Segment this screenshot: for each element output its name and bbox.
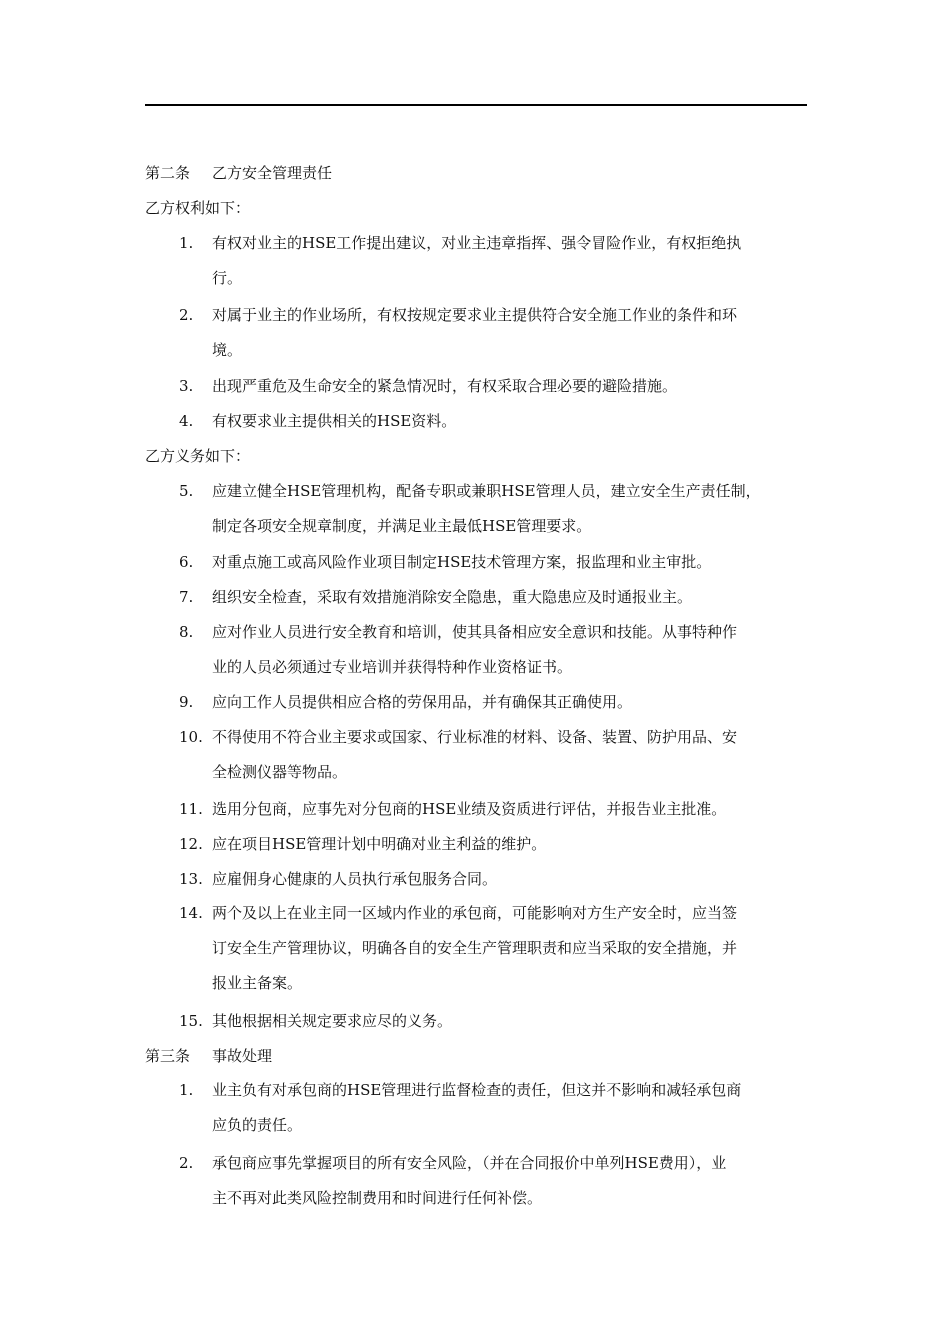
section-3-title: 事故处理 [212, 1047, 273, 1065]
item-number: 12. [179, 835, 203, 853]
item-text: 制定各项安全规章制度，并满足业主最低HSE管理要求。 [212, 517, 592, 535]
item-text: 对属于业主的作业场所，有权按规定要求业主提供符合安全施工作业的条件和环 [212, 306, 738, 324]
item-text: 业的人员必须通过专业培训并获得特种作业资格证书。 [212, 658, 573, 676]
item-text: 对重点施工或高风险作业项目制定HSE技术管理方案，报监理和业主审批。 [212, 553, 712, 571]
item-number: 15. [179, 1012, 203, 1030]
item-number: 2. [179, 306, 194, 324]
header-rule [145, 104, 807, 106]
item-text: 组织安全检查，采取有效措施消除安全隐患，重大隐患应及时通报业主。 [212, 588, 693, 606]
item-text: 有权要求业主提供相关的HSE资料。 [212, 412, 457, 430]
item-text: 承包商应事先掌握项目的所有安全风险，（并在合同报价中单列HSE费用），业 [212, 1154, 727, 1172]
item-number: 7. [179, 588, 194, 606]
section-3-heading [145, 1046, 272, 1066]
rights-label: 乙方权利如下： [145, 199, 251, 217]
item-text: 不得使用不符合业主要求或国家、行业标准的材料、设备、装置、防护用品、安 [212, 728, 738, 746]
item-number: 11. [179, 800, 203, 818]
item-text: 两个及以上在业主同一区域内作业的承包商，可能影响对方生产安全时，应当签 [212, 904, 738, 922]
item-text: 业主负有对承包商的HSE管理进行监督检查的责任，但这并不影响和减轻承包商 [212, 1081, 742, 1099]
item-text: 应雇佣身心健康的人员执行承包服务合同。 [212, 870, 498, 888]
item-text: 应负的责任。 [212, 1116, 303, 1134]
item-number: 10. [179, 728, 203, 746]
item-number: 14. [179, 904, 203, 922]
section-2-number: 第二条 [145, 164, 191, 182]
item-text: 境。 [212, 341, 243, 359]
item-text: 其他根据相关规定要求应尽的义务。 [212, 1012, 453, 1030]
section-3-number: 第三条 [145, 1047, 191, 1065]
item-number: 4. [179, 412, 194, 430]
item-text: 全检测仪器等物品。 [212, 763, 348, 781]
item-text: 行。 [212, 269, 243, 287]
item-number: 2. [179, 1154, 194, 1172]
item-text: 应向工作人员提供相应合格的劳保用品，并有确保其正确使用。 [212, 693, 633, 711]
section-2-heading [145, 163, 332, 183]
item-text: 应在项目HSE管理计划中明确对业主利益的维护。 [212, 835, 547, 853]
item-number: 6. [179, 553, 194, 571]
item-number: 3. [179, 377, 194, 395]
item-text: 有权对业主的HSE工作提出建议，对业主违章指挥、强令冒险作业，有权拒绝执 [212, 234, 742, 252]
item-text: 主不再对此类风险控制费用和时间进行任何补偿。 [212, 1189, 543, 1207]
item-text: 应建立健全HSE管理机构，配备专职或兼职HSE管理人员，建立安全生产责任制， [212, 482, 761, 500]
item-number: 9. [179, 693, 194, 711]
item-text: 应对作业人员进行安全教育和培训，使其具备相应安全意识和技能。从事特种作 [212, 623, 738, 641]
item-number: 5. [179, 482, 194, 500]
item-text: 选用分包商，应事先对分包商的HSE业绩及资质进行评估，并报告业主批准。 [212, 800, 727, 818]
item-number: 1. [179, 1081, 194, 1099]
item-text: 报业主备案。 [212, 974, 303, 992]
item-number: 13. [179, 870, 203, 888]
item-number: 1. [179, 234, 194, 252]
section-2-title: 乙方安全管理责任 [212, 164, 333, 182]
item-number: 8. [179, 623, 194, 641]
item-text: 订安全生产管理协议，明确各自的安全生产管理职责和应当采取的安全措施，并 [212, 939, 738, 957]
item-text: 出现严重危及生命安全的紧急情况时，有权采取合理必要的避险措施。 [212, 377, 678, 395]
duties-label: 乙方义务如下： [145, 447, 251, 465]
